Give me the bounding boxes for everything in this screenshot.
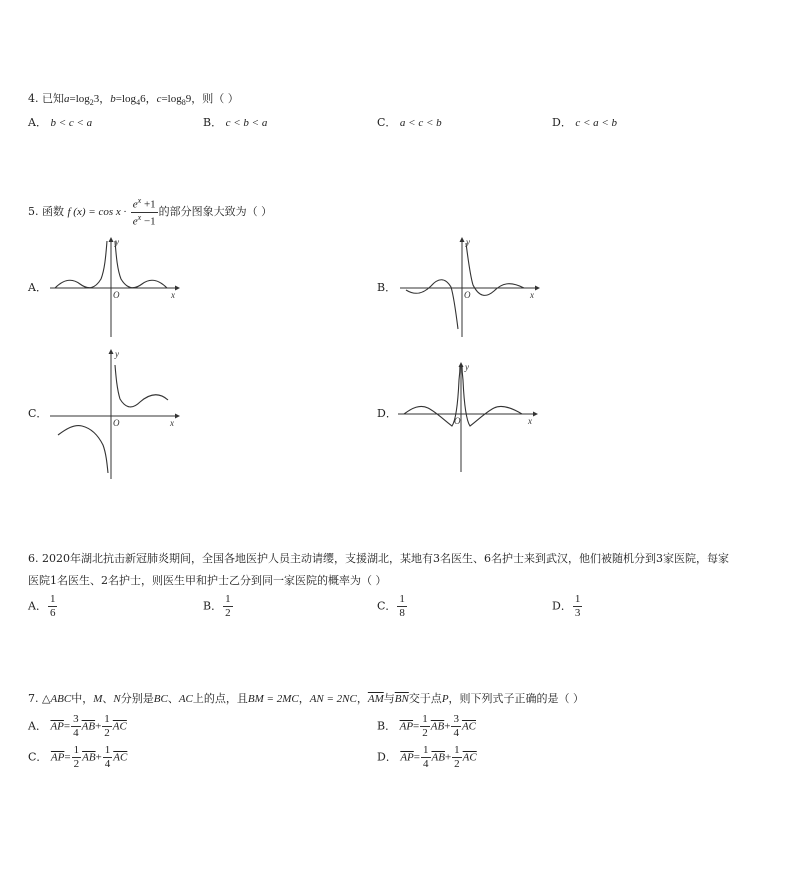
y-arrow-icon [109, 349, 114, 354]
x-label: x [530, 290, 534, 300]
q4-option-d[interactable]: D． c < a < b [552, 116, 618, 129]
origin-label: O [113, 418, 120, 428]
q5-graph-b[interactable] [400, 235, 540, 337]
curve [404, 365, 522, 426]
q4-stem: 4. 已知$a=\log_23$，$b=\log_46$，$c=\log_89$，则（ ） [28, 92, 239, 108]
y-label: y [466, 237, 470, 247]
q4-option-b[interactable]: B． c < b < a [203, 116, 268, 129]
q7-option-d[interactable]: D． $\overline{AP}=$ $\frac{1}{4}$ $\overline{AB}+$ $\frac{1}{2}$ $\overline{AC}$ [377, 744, 477, 770]
origin-label: O [464, 290, 471, 300]
q4-prefix: 4. 已知 [28, 92, 64, 105]
curve [406, 243, 524, 329]
origin-label: O [113, 290, 120, 300]
q5-stem: 5. 函数 f (x) = cos x · $\frac{e^x +1}{e^x -1}$ 的部分图象大致为（ ） [28, 196, 273, 228]
q7-stem: 7. △ABC中，M、N分别是BC、AC上的点，且BM = 2MC，AN = 2NC，$\overline{AM}$与$\overline{BN}$交于点P，则下列式子正确的是（ ） [28, 692, 585, 705]
q5-option-d-label[interactable]: D． [377, 407, 397, 420]
q5-graph-a[interactable] [50, 235, 180, 337]
q5-fraction: $\frac{e^x +1}{e^x -1}$ [132, 196, 156, 228]
q6-stem-line2: 医院1名医生、2名护士，则医生甲和护士乙分到同一家医院的概率为（ ） [28, 574, 387, 587]
x-label: x [171, 290, 175, 300]
q6-option-d[interactable]: D． $\frac{1}{3}$ [552, 593, 581, 619]
x-label: x [170, 418, 174, 428]
q7-option-a[interactable]: A． $\overline{AP}=$ $\frac{3}{4}$ $\overline{AB}+$ $\frac{1}{2}$ $\overline{AC}$ [28, 713, 127, 739]
y-arrow-icon [459, 362, 464, 367]
q5-graph-c[interactable] [50, 347, 180, 479]
x-arrow-icon [535, 286, 540, 291]
y-label: y [115, 349, 119, 359]
q5-graph-d[interactable] [398, 360, 538, 472]
q4-option-a[interactable]: A． b < c < a [28, 116, 93, 129]
q5-option-a-label[interactable]: A． [28, 281, 47, 294]
q6-option-c[interactable]: C． $\frac{1}{8}$ [377, 593, 405, 619]
x-arrow-icon [175, 286, 180, 291]
q7-option-c[interactable]: C． $\overline{AP}=$ $\frac{1}{2}$ $\overline{AB}+$ $\frac{1}{4}$ $\overline{AC}$ [28, 744, 128, 770]
q5-option-c-label[interactable]: C． [28, 407, 48, 420]
q6-stem-line1: 6. 2020年湖北抗击新冠肺炎期间，全国各地医护人员主动请缨，支援湖北，某地有3名医生、6名护士来到武汉，他们被随机分到3家医院，每家 [28, 552, 729, 565]
y-arrow-icon [460, 237, 465, 242]
y-label: y [115, 237, 119, 247]
y-arrow-icon [109, 237, 114, 242]
q4-option-c[interactable]: C． a < c < b [377, 116, 442, 129]
y-label: y [465, 362, 469, 372]
q5-option-b-label[interactable]: B． [377, 281, 397, 294]
q6-option-b[interactable]: B． $\frac{1}{2}$ [203, 593, 231, 619]
q6-option-a[interactable]: A． $\frac{1}{6}$ [28, 593, 56, 619]
x-label: x [528, 416, 532, 426]
q7-option-b[interactable]: B． $\overline{AP}=$ $\frac{1}{2}$ $\overline{AB}+$ $\frac{3}{4}$ $\overline{AC}$ [377, 713, 476, 739]
x-arrow-icon [175, 414, 180, 419]
origin-label: O [454, 416, 461, 426]
x-arrow-icon [533, 412, 538, 417]
